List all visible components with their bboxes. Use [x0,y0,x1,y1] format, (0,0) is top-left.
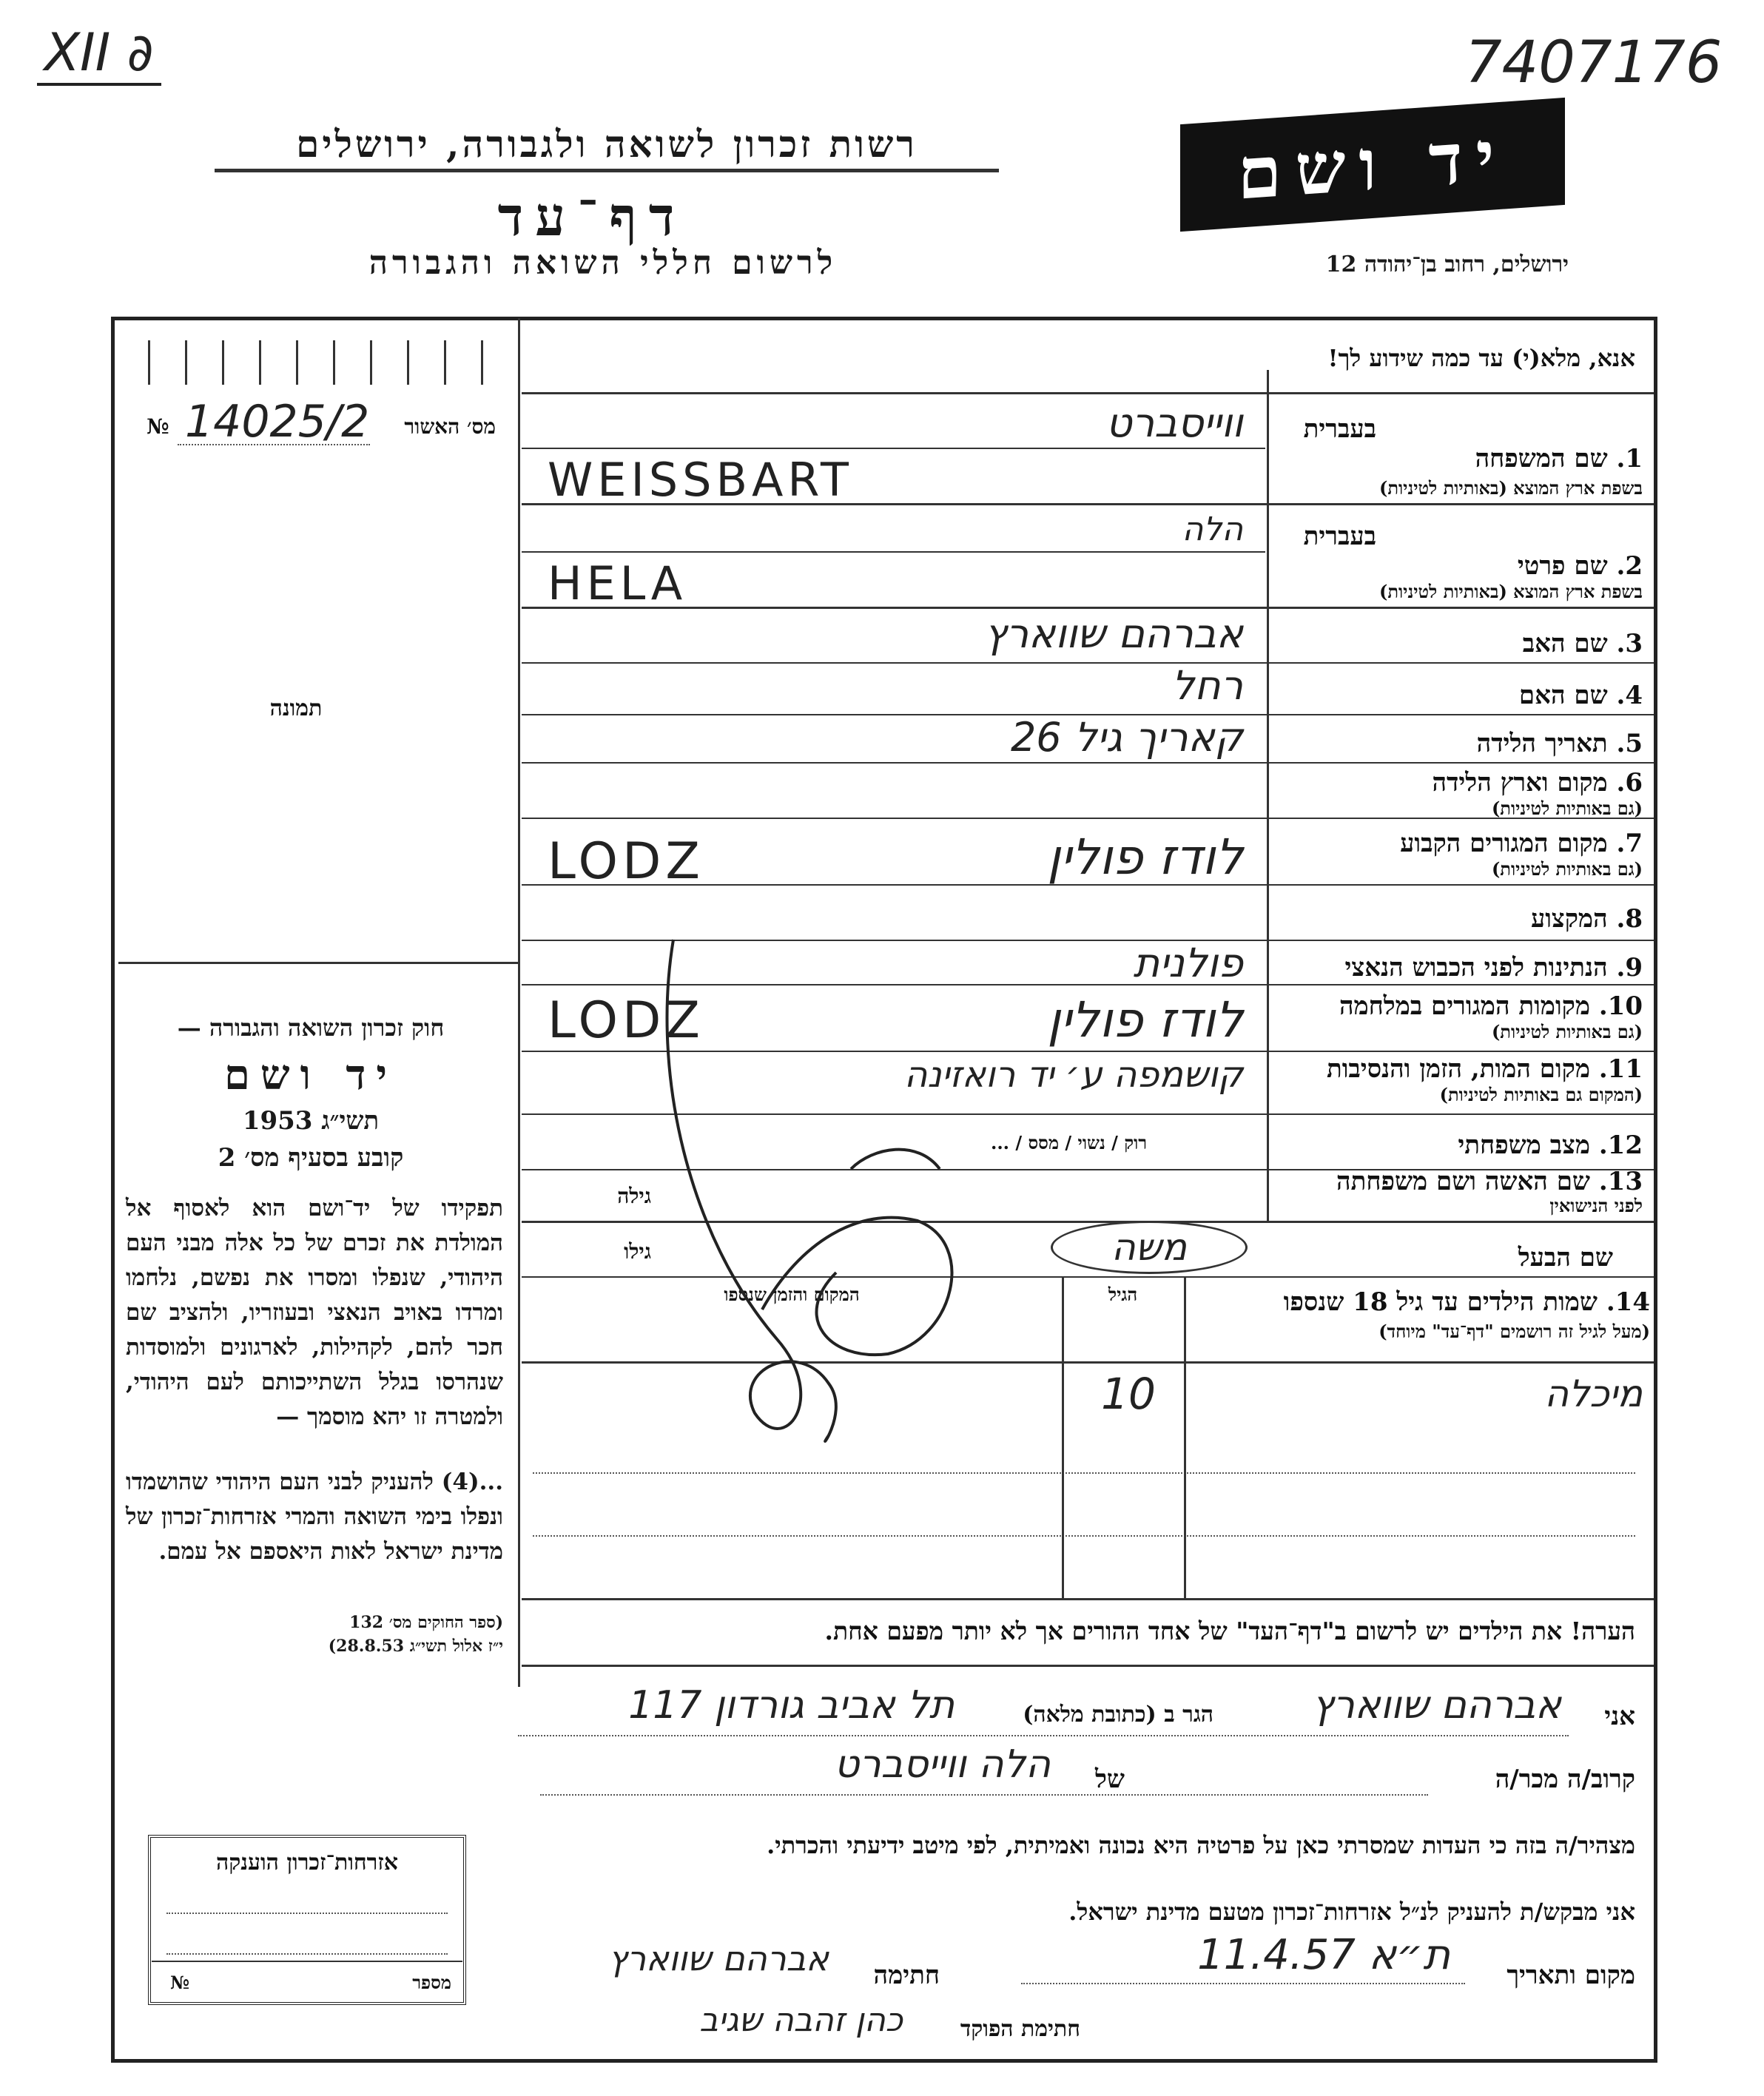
field14-sub: (מעל לגיל זה רושמים "דף־עד" מיוחד) [1378,1321,1650,1342]
law-body2: ...(4) להעניק לבני העם היהודי שהושמדו ונפלו בימי השואה והמרי אזרחות־זכרון של מדינת ישראל לאות היאספם אל עמם. [126,1469,503,1565]
decl-resides-label: הגר ב (כתובת מלאה) [1023,1702,1213,1728]
field10-hebrew-value: לודז פולין [1047,991,1243,1048]
corner-mark: XII ∂ [37,22,161,86]
field9-value: פולנית [1133,940,1243,986]
wife-age-label: גילה [617,1184,651,1208]
photo-label: תמונה [269,695,323,721]
rule-21 [522,1665,1654,1667]
rule-20 [522,1598,1654,1600]
field9-label: 9. הנתינות לפני הכבוש הנאצי [1344,953,1643,983]
law-line2: יד ושם [223,1051,398,1099]
decl-official-label: חתימת הפוקד [960,2016,1080,2042]
field1-label: 1. שם המשפחה [1475,444,1643,474]
field11-sub: (המקום גם באותיות לטיניות) [1439,1084,1643,1105]
archive-number: 7407176 [1465,30,1723,96]
col-age-header: הגיל [1108,1284,1138,1305]
field4-value: רחל [1171,662,1243,709]
citizenship-line-2 [166,1953,448,1955]
field2-latin-value: HELA [548,556,687,610]
field5-label: 5. תאריך הלידה [1476,729,1643,758]
instruction: אנא, מלא(י) עד כמה שידוע לך! [1327,344,1635,372]
field12-options: רוק / נשוי / מסס / ... [990,1132,1147,1153]
decl-signature-label: חתימה [873,1961,940,1990]
approval-label: מס׳ האשור [404,414,496,439]
decl-official-value: כהן זהבה שגיב [699,2001,903,2039]
field13-sub: לפני הנישואין [1549,1195,1643,1216]
field11-label: 11. מקום המות, הזמן והנסיבות [1326,1054,1643,1084]
decl-relative-label: קרוב/ה מכר/ה [1495,1765,1635,1794]
approval-line [178,444,370,445]
field7-hebrew-value: לודז פולין [1047,829,1243,886]
form-title: דף־עד [497,185,687,248]
handwritten-scrawl [607,925,1199,1517]
decl-place-date-label: מקום ותאריך [1507,1961,1635,1990]
child-age: 10 [1101,1369,1156,1419]
header-underline [215,169,999,172]
hebrew-tag-1: בעברית [1303,414,1376,444]
decl-signature-value: אברהם שווארץ [608,1938,829,1978]
decl-line-2 [540,1794,1428,1796]
rule-1 [522,448,1265,449]
rule-4 [522,607,1654,609]
law-line3: תשי״ג 1953 [242,1106,380,1136]
field1-hebrew-value: ווייסברט [1105,400,1243,446]
scrawl-stroke-1 [667,940,835,1441]
law-body: תפקידו של יד־ושם הוא לאסוף אל המולדת את זכרם של כל אלה מבני העם היהודי, שנפלו ומסרו את נפשם, נלחמו ומרדו באויב הנאצי ובעוזריו, ולהציב שם חכר להם, לקהילות, לארגונים ולמוסדות שנהרסו בגלל השתייכותם לעם היהודי, ולמטרה זו יהא מוסמך — [126,1195,503,1430]
note-text: הערה! את הילדים יש לרשום ב"דף־העד" של אחד ההורים אך לא יותר מפעם אחת. [824,1617,1635,1645]
field2-label: 2. שם פרטי [1517,551,1643,581]
field1-latin-value: WEISSBART [548,453,853,507]
husband-label: שם הבעל [1518,1243,1613,1273]
field14-label: 14. שמות הילדים עד גיל 18 שנספו [1283,1287,1650,1317]
decl-place-date-value: ת״א 11.4.57 [1197,1931,1450,1979]
decl-resides-value: תל אביב גורדון 117 [628,1683,955,1728]
field10-latin-value: LODZ [548,991,704,1050]
scrawl-stroke-3 [851,1150,940,1169]
decl-i-label: אני [1604,1702,1635,1731]
rule-19 [533,1535,1635,1537]
child-name: מיכלה [1544,1372,1643,1415]
decl-line-1 [518,1735,1569,1736]
form-subtitle: לרשום חללי השואה והגבורה [368,244,838,282]
field7-sub: (גם באותיות לטיניות) [1491,858,1643,880]
decl-statement: מצהיר/ה בזה כי העדות שמסרתי כאן על פרטיה היא נכונה ואמיתית, לפי מיטב ידיעתי והכרתי. [767,1831,1635,1859]
field5-value: קאריך גיל 26 [1010,714,1243,761]
husband-age-label: גילו [624,1239,651,1264]
decl-request: אני מבקש/ת להעניק לנ״ל אזרחות־זכרון מטעם מדינת ישראל. [1068,1898,1635,1926]
logo-text: יד ושם [1237,113,1508,216]
scrawl-stroke-2 [762,1218,952,1355]
citizenship-title: אזרחות־זכרון הוענקה [215,1850,399,1876]
left-column-divider [518,318,520,1687]
field12-label: 12. מצב משפחתי [1458,1130,1643,1160]
field7-label: 7. מקום המגורים הקבוע [1400,829,1643,858]
law-line1: חוק זכרון השואה והגבורה — [177,1014,445,1042]
citizenship-number-label: מספר [412,1972,451,1993]
approval-number: 14025/2 [185,396,370,448]
col-place-header: המקום והזמן שנספו [724,1284,860,1305]
field2-hebrew-value: הלה [1182,510,1243,548]
citizenship-divider [152,1961,462,1962]
field3-label: 3. שם האב [1522,629,1643,658]
field11-value: קושמפה ע׳ יד רואזינה [904,1054,1243,1096]
field7-latin-value: LODZ [548,832,704,891]
decl-i-value: אברהם שווארץ [1312,1683,1561,1728]
photo-divider [118,962,518,964]
law-line4: קובע בסעיף מס׳ 2 [218,1143,404,1173]
decl-of-value: הלה ווייסברט [834,1742,1051,1787]
approval-prefix: № [147,414,169,439]
rule-7 [522,762,1654,764]
field10-label: 10. מקומות המגורים במלחמה [1339,991,1643,1021]
field6-sub: (גם באותיות לטיניות) [1491,798,1643,819]
field3-value: אברהם שווארץ [984,610,1243,657]
decl-of-label: של [1095,1765,1125,1794]
field13-label: 13. שם האשה ושם משפחתה [1336,1167,1643,1196]
field2-sub: בשפת ארץ המוצא (באותיות לטיניות) [1379,581,1643,602]
field8-label: 8. המקצוע [1530,904,1643,934]
tally-marks [148,340,511,385]
field1-sub: בשפת ארץ המוצא (באותיות לטיניות) [1379,477,1643,499]
husband-value: משה [1051,1221,1248,1274]
law-source2: י״ז אלול תשי״ג 28.8.53) [328,1637,503,1656]
yad-vashem-logo [1180,98,1565,232]
field10-sub: (גם באותיות לטיניות) [1491,1021,1643,1042]
field4-label: 4. שם האם [1518,681,1643,710]
citizenship-line-1 [166,1913,448,1914]
rule-3 [522,551,1265,553]
instruction-line [522,392,1654,394]
address: ירושלים, רחוב בן־יהודה 12 [1325,252,1569,277]
hebrew-tag-2: בעברית [1303,522,1376,551]
field6-label: 6. מקום וארץ הלידה [1432,768,1643,798]
decl-line-3 [1021,1983,1465,1984]
law-source1: (ספר החוקים מס׳ 132 [349,1613,503,1632]
citizenship-prefix: № [170,1972,190,1993]
institution-name: רשות זכרון לשואה ולגבורה, ירושלים [296,122,918,166]
